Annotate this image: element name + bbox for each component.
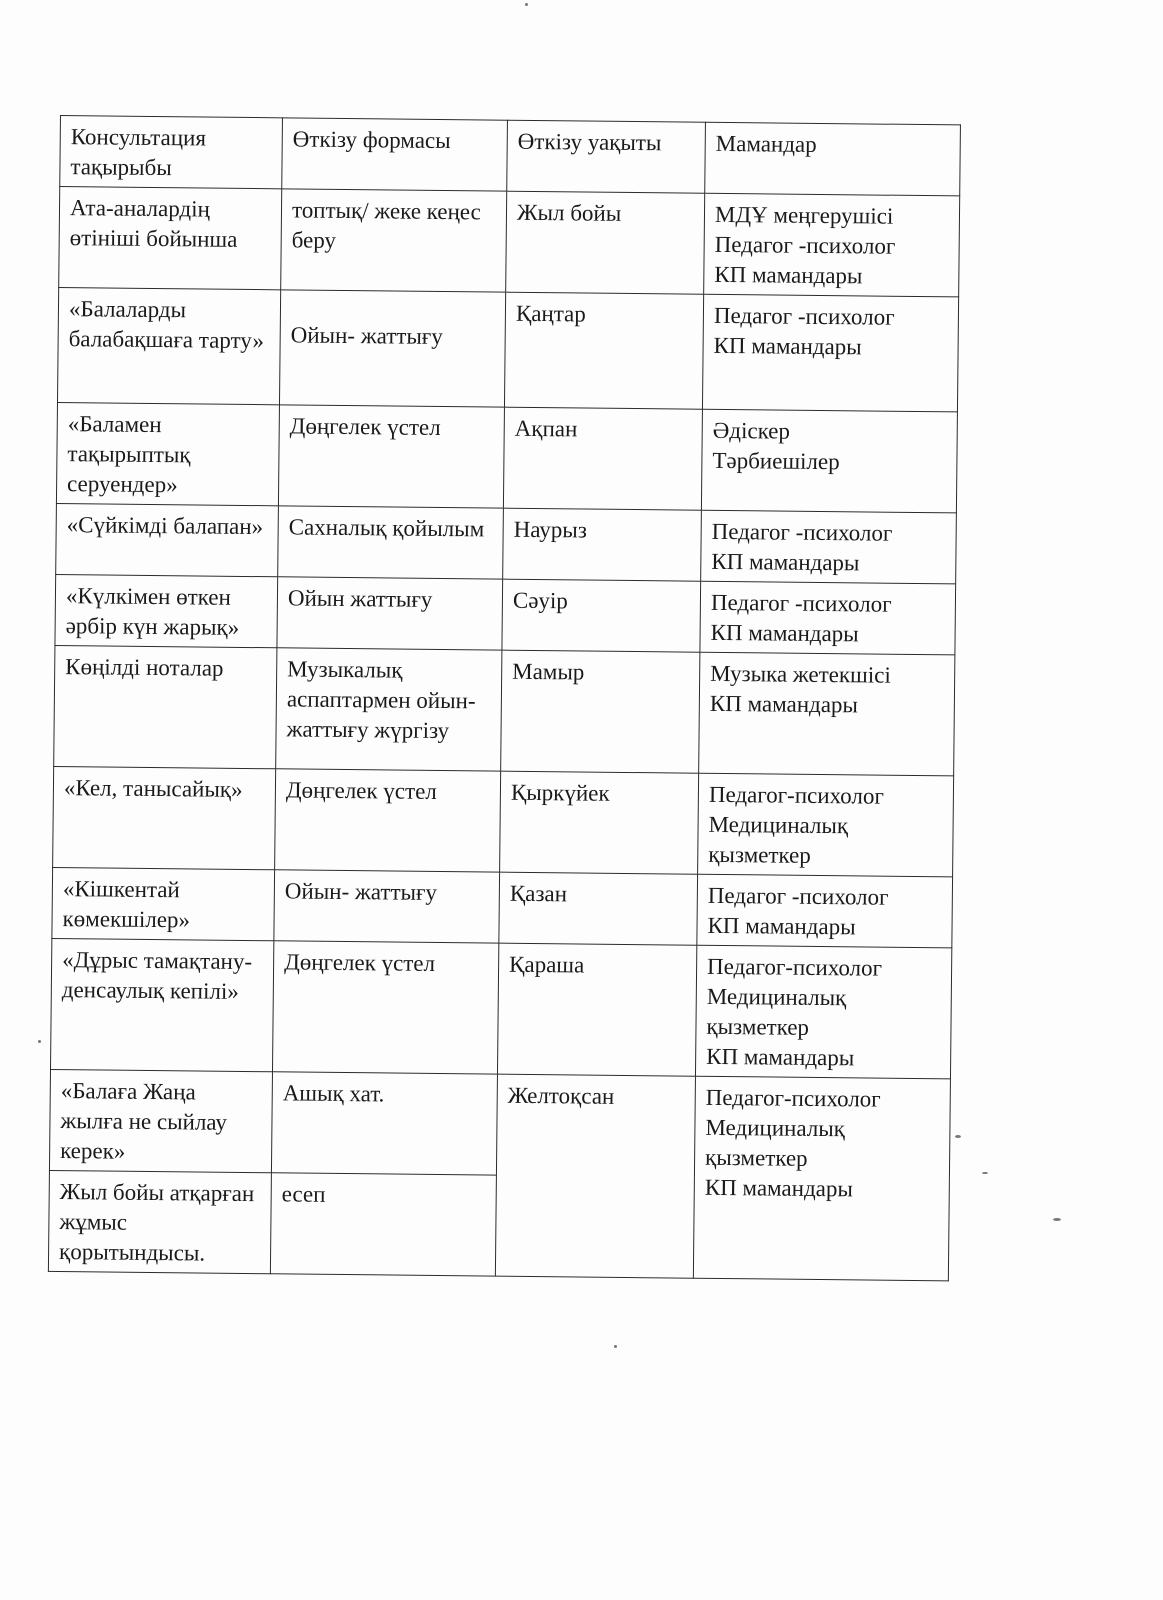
cell-form: Дөңгелек үстел [278,405,504,508]
consultation-schedule [48,115,960,1281]
cell-form: Сахналық қойылым [278,506,504,579]
cell-topic: «Баламен тақырыптық серуендер» [56,402,279,505]
scan-speck [982,1172,988,1174]
cell-specialists: Музыка жетекшісі КП мамандары [699,652,955,776]
cell-topic: Ата-аналардің өтініші бойынша [59,187,282,290]
cell-time: Қазан [499,872,698,945]
table-row [56,503,957,583]
table-row [52,867,953,947]
cell-time: Қыркүйек [500,771,699,874]
cell-specialists: Педагог-психолог Медициналық қызметкер КП мамандары [695,945,951,1079]
cell-specialists: Әдіскер Тәрбиешілер [701,409,957,513]
table-row [54,645,955,775]
cell-topic: Жыл бойы атқарған жұмыс қорытындысы. [48,1170,271,1273]
cell-form: Дөңгелек үстел [272,941,498,1074]
cell-topic: «Дұрыс тамақтану-денсаулық кепілі» [51,938,274,1071]
header-form: Өткізу формасы [282,118,508,191]
cell-time: Қараша [497,943,696,1076]
table-row [51,938,952,1078]
cell-specialists: Педагог-психолог Медициналық қызметкер [698,773,954,877]
cell-time: Ақпан [503,407,702,510]
cell-topic: «Балаға Жаңа жылға не сыйлау керек» [49,1069,272,1172]
cell-time: Жыл бойы [506,191,705,294]
cell-form: Ойын- жаттығу [279,290,505,407]
table-row [59,187,960,297]
cell-topic: «Кел, танысайық» [53,766,276,869]
scan-speck [525,3,528,6]
cell-specialists: Педагог -психолог КП мамандары [702,294,958,412]
header-specialists: Мамандар [705,122,961,196]
cell-form: Ашық хат. [271,1072,497,1175]
cell-topic: «Күлкімен өткен әрбір күн жарық» [55,574,278,647]
table-row [57,287,958,411]
consultation-table [48,115,961,1281]
cell-time: Сәуір [502,579,701,652]
cell-form: Дөңгелек үстел [275,769,501,872]
cell-topic: «Сүйкімді балапан» [56,503,279,576]
cell-topic: Көңілді ноталар [54,645,277,768]
cell-form: Ойын жаттығу [277,577,503,650]
cell-form: есеп [270,1173,496,1276]
table-header-row [60,116,961,196]
scan-speck [955,1135,961,1138]
header-topic: Консультация тақырыбы [60,116,283,189]
cell-specialists: Педагог -психолог КП мамандары [697,874,953,948]
cell-time: Қаңтар [504,292,703,409]
cell-form: топтық/ жеке кеңес беру [281,189,507,292]
table-row [56,402,957,512]
scan-speck [1053,1218,1061,1221]
table-row [55,574,956,654]
cell-time: Желтоқсан [495,1074,695,1278]
table-row [53,766,954,876]
cell-topic: «Кішкентай көмекшілер» [52,867,275,940]
cell-topic: «Балаларды балабақшаға тарту» [57,287,280,404]
scan-speck [38,1040,41,1043]
cell-specialists: Педагог -психолог КП мамандары [700,581,956,655]
cell-specialists: Педагог-психолог Медициналық қызметкер КП мамандары [693,1076,950,1281]
cell-specialists: МДҰ меңгерушісі Педагог -психолог КП мамандары [704,193,960,297]
table-row [49,1069,950,1179]
cell-time: Мамыр [501,650,700,773]
cell-specialists: Педагог -психолог КП мамандары [701,510,957,584]
cell-form: Музыкалық аспаптармен ойын-жаттығу жүргізу [276,648,502,771]
cell-time: Наурыз [503,508,702,581]
scan-speck [614,1345,617,1348]
header-time: Өткізу уақыты [507,120,706,193]
cell-form: Ойын- жаттығу [274,870,500,943]
